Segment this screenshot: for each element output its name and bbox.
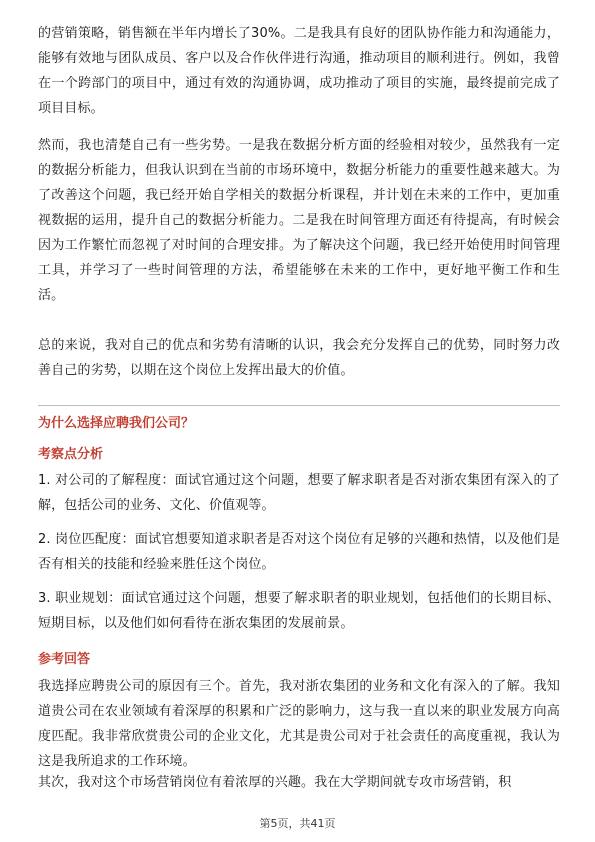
body-paragraph: 的营销策略，销售额在半年内增长了30%。二是我具有良好的团队协作能力和沟通能力，能够有效地与团队成员、客户以及合作伙伴进行沟通，推动项目的顺利进行。例如，我曾在一个跨部门的项目中，通过有效的沟通协调，成功推动了项目的实施，最终提前完成了项目目标。 xyxy=(38,26,560,116)
answer-paragraph: 我选择应聘贵公司的原因有三个。首先，我对浙农集团的业务和文化有深入的了解。我知道贵公司在农业领域有着深厚的积累和广泛的影响力，这与我一直以来的职业发展方向高度匹配。我非常欣赏贵公司的企业文化，尤其是贵公司对于社会责任的高度重视，我认为这是我所追求的工作环境。 xyxy=(38,679,560,769)
focus-item: 3. 职业规划：面试官通过这个问题，想要了解求职者的职业规划，包括他们的长期目标、短期目标，以及他们如何看待在浙农集团的发展前景。 xyxy=(38,591,560,631)
question-heading: 为什么选择应聘我们公司？ xyxy=(38,416,195,431)
answer-paragraph: 其次，我对这个市场营销岗位有着浓厚的兴趣。我在大学期间就专攻市场营销，积 xyxy=(38,775,512,790)
page-number: 第5页，共41页 xyxy=(259,817,336,830)
focus-item: 1. 对公司的了解程度：面试官通过这个问题，想要了解求职者是否对浙农集团有深入的了解，包括公司的业务、文化、价值观等。 xyxy=(38,473,560,513)
body-paragraph: 总的来说，我对自己的优点和劣势有清晰的认识，我会充分发挥自己的优势，同时努力改善自己的劣势，以期在这个岗位上发挥出最大的价值。 xyxy=(38,338,560,378)
answer-heading: 参考回答 xyxy=(38,652,91,667)
section-divider xyxy=(38,405,560,406)
focus-item: 2. 岗位匹配度：面试官想要知道求职者是否对这个岗位有足够的兴趣和热情，以及他们是否有相关的技能和经验来胜任这个岗位。 xyxy=(38,532,560,572)
focus-heading: 考察点分析 xyxy=(38,447,104,462)
body-paragraph: 然而，我也清楚自己有一些劣势。一是我在数据分析方面的经验相对较少，虽然我有一定的数据分析能力，但我认识到在当前的市场环境中，数据分析能力的重要性越来越大。为了改善这个问题，我已经开始自学相关的数据分析课程，并计划在未来的工作中，更加重视数据的运用，提升自己的数据分析能力。二是我在时间管理方面还有待提高，有时候会因为工作繁忙而忽视了对时间的合理安排。为了解决这个问题，我已经开始使用时间管理工具，并学习了一些时间管理的方法，希望能够在未来的工作中，更好地平衡工作和生活。 xyxy=(38,138,560,303)
